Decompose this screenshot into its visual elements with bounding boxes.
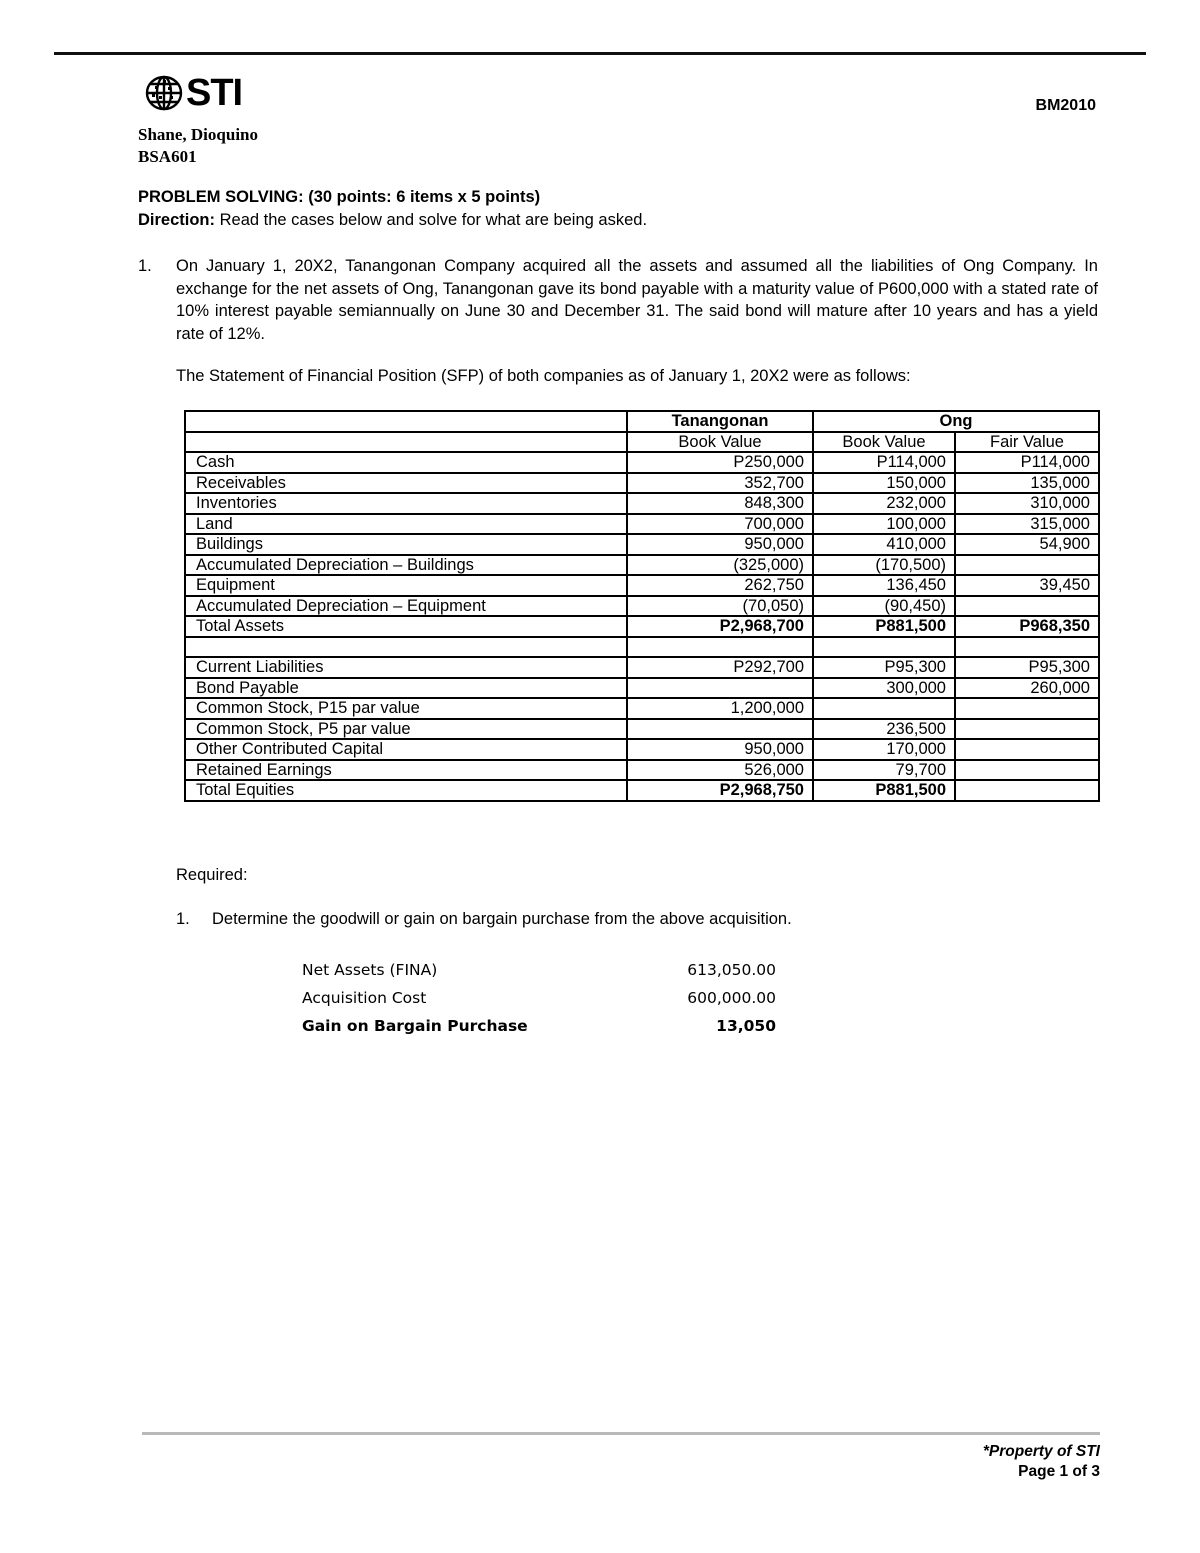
company-header-row [185,411,1099,432]
tanangonan-book-value: P250,000 [627,452,813,473]
table-row [185,596,1099,617]
ong-book-value: P95,300 [813,657,955,678]
ong-fair-value: 260,000 [955,678,1099,699]
ong-fair-value [955,739,1099,760]
row-label: Cash [185,452,627,473]
answer-label: Net Assets (FINA) [302,961,438,979]
ong-book-value: 136,450 [813,575,955,596]
column-header-row [185,432,1099,453]
answer-value: 613,050.00 [687,961,776,979]
table-row [185,575,1099,596]
ong-fair-value: P968,350 [955,616,1099,637]
answer-value: 13,050 [716,1017,776,1035]
ong-book-value [813,698,955,719]
row-label: Total Equities [185,780,627,801]
row-label: Total Assets [185,616,627,637]
table-row [185,780,1099,801]
sfp-table-body [185,411,1099,801]
ong-book-value: P881,500 [813,780,955,801]
tanangonan-book-value [627,678,813,699]
table-row [185,514,1099,535]
question-number: 1. [176,910,190,928]
row-label: Buildings [185,534,627,555]
empty-header-cell [185,432,627,453]
answer-row [302,956,776,984]
ong-fair-value: P114,000 [955,452,1099,473]
table-row [185,616,1099,637]
direction-line [138,209,647,232]
tanangonan-book-value: 1,200,000 [627,698,813,719]
ong-fair-value: P95,300 [955,657,1099,678]
sti-logo [144,74,242,112]
student-section: BSA601 [138,147,197,166]
table-row [185,452,1099,473]
table-row [185,719,1099,740]
logo-text: STI [186,72,243,114]
row-label: Inventories [185,493,627,514]
tanangonan-book-value: 950,000 [627,534,813,555]
tanangonan-book-value: 950,000 [627,739,813,760]
table-row [185,657,1099,678]
header-rule [54,52,1146,55]
table-row [185,555,1099,576]
page-number: Page 1 of 3 [1018,1463,1100,1480]
page-footer [983,1442,1100,1482]
tanangonan-book-value: 848,300 [627,493,813,514]
ong-book-value: 236,500 [813,719,955,740]
table-row [185,637,1099,658]
question-text: Determine the goodwill or gain on bargain purchase from the above acquisition. [212,910,792,928]
footer-rule [142,1432,1100,1435]
row-label: Retained Earnings [185,760,627,781]
row-label: Accumulated Depreciation – Equipment [185,596,627,617]
answer-row [302,1012,776,1040]
ong-book-value: 79,700 [813,760,955,781]
ong-fair-value: 315,000 [955,514,1099,535]
ong-fair-value [955,698,1099,719]
answer-block [302,956,776,1040]
sfp-intro: The Statement of Financial Position (SFP) of both companies as of January 1, 20X2 were as follows: [176,367,911,385]
empty-header-cell [185,411,627,432]
ong-fair-value [955,760,1099,781]
row-label: Bond Payable [185,678,627,699]
tanangonan-book-value [627,719,813,740]
table-row [185,678,1099,699]
ong-fair-value [955,555,1099,576]
ong-fair-value [955,719,1099,740]
tanangonan-book-value: 352,700 [627,473,813,494]
tanangonan-book-value: P292,700 [627,657,813,678]
answer-label: Acquisition Cost [302,989,427,1007]
ong-fair-value: 54,900 [955,534,1099,555]
company-header-tanangonan: Tanangonan [627,411,813,432]
problem-text: On January 1, 20X2, Tanangonan Company acquired all the assets and assumed all the liabilities of Ong Company. In exchange for the net assets of Ong, Tanangonan gave its bond payable with a maturity value of P600,000 with a stated rate of 10% interest payable semiannually on June 30 and December 31. The said bond will mature after 10 years and has a yield rate of 12%. [176,257,1098,343]
column-header-ong-fair: Fair Value [955,432,1099,453]
ong-book-value [813,637,955,658]
tanangonan-book-value: P2,968,750 [627,780,813,801]
student-info [138,124,258,168]
tanangonan-book-value: 700,000 [627,514,813,535]
ong-fair-value: 39,450 [955,575,1099,596]
problem-statement [138,255,1098,345]
table-row [185,534,1099,555]
row-label: Accumulated Depreciation – Buildings [185,555,627,576]
tanangonan-book-value: 526,000 [627,760,813,781]
row-label: Receivables [185,473,627,494]
table-row [185,698,1099,719]
ong-book-value: 232,000 [813,493,955,514]
ong-fair-value [955,596,1099,617]
document-code: BM2010 [1035,97,1096,114]
question-1 [176,910,792,929]
tanangonan-book-value: (325,000) [627,555,813,576]
ong-fair-value: 135,000 [955,473,1099,494]
answer-label: Gain on Bargain Purchase [302,1017,528,1035]
row-label: Equipment [185,575,627,596]
problem-heading [138,186,647,232]
answer-row [302,984,776,1012]
ong-book-value: 170,000 [813,739,955,760]
row-label: Land [185,514,627,535]
row-label: Current Liabilities [185,657,627,678]
required-label: Required: [176,866,248,884]
ong-book-value: 300,000 [813,678,955,699]
ong-book-value: (90,450) [813,596,955,617]
problem-number: 1. [138,257,152,275]
property-note: *Property of STI [982,1443,1100,1460]
table-row [185,760,1099,781]
tanangonan-book-value: P2,968,700 [627,616,813,637]
globe-icon [144,74,184,112]
sfp-table [184,410,1100,802]
table-row [185,739,1099,760]
row-label: Other Contributed Capital [185,739,627,760]
column-header-ong-book: Book Value [813,432,955,453]
row-label: Common Stock, P15 par value [185,698,627,719]
direction-label: Direction: [138,211,216,229]
ong-fair-value: 310,000 [955,493,1099,514]
tanangonan-book-value [627,637,813,658]
section-title: PROBLEM SOLVING: (30 points: 6 items x 5 points) [138,188,541,206]
student-name: Shane, Dioquino [138,125,258,144]
table-row [185,493,1099,514]
ong-book-value: 150,000 [813,473,955,494]
ong-book-value: (170,500) [813,555,955,576]
tanangonan-book-value: 262,750 [627,575,813,596]
row-label [185,637,627,658]
ong-book-value: P881,500 [813,616,955,637]
tanangonan-book-value: (70,050) [627,596,813,617]
ong-book-value: 100,000 [813,514,955,535]
direction-text: Read the cases below and solve for what are being asked. [215,211,648,229]
ong-fair-value [955,780,1099,801]
column-header-tanangonan-book: Book Value [627,432,813,453]
ong-book-value: 410,000 [813,534,955,555]
company-header-ong: Ong [813,411,1099,432]
row-label: Common Stock, P5 par value [185,719,627,740]
ong-book-value: P114,000 [813,452,955,473]
ong-fair-value [955,637,1099,658]
table-row [185,473,1099,494]
answer-value: 600,000.00 [687,989,776,1007]
